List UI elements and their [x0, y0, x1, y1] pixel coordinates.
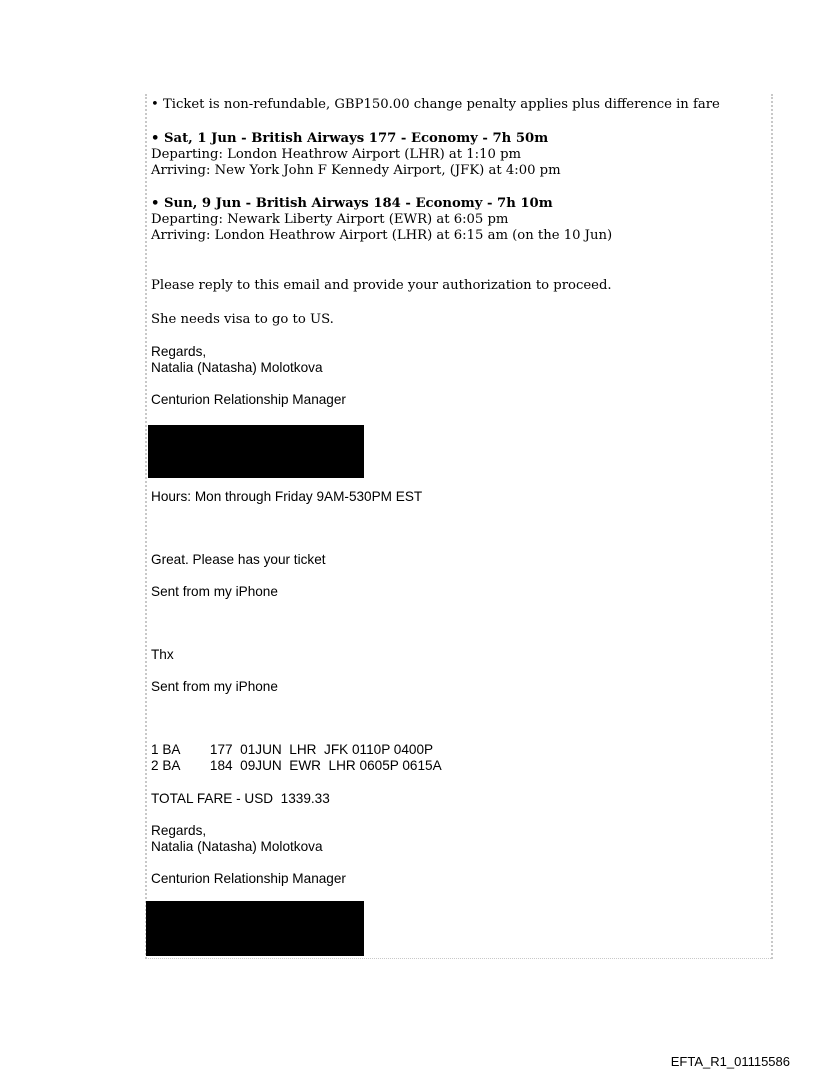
itinerary-line-2: 2 BA 184 09JUN EWR LHR 0605P 0615A: [151, 758, 442, 773]
signature-1-title: Centurion Relationship Manager: [151, 392, 346, 407]
flight-1-departing: Departing: London Heathrow Airport (LHR) at 1:10 pm: [151, 147, 522, 162]
flight-2-heading: • Sun, 9 Jun - British Airways 184 - Economy - 7h 10m: [151, 196, 553, 211]
flight-2-arriving: Arriving: London Heathrow Airport (LHR) at 6:15 am (on the 10 Jun): [151, 228, 613, 243]
signature-2-regards: Regards,: [151, 823, 207, 838]
sent-from-iphone-1: Sent from my iPhone: [151, 584, 278, 599]
office-hours: Hours: Mon through Friday 9AM-530PM EST: [151, 489, 423, 504]
signature-1-name: Natalia (Natasha) Molotkova: [151, 360, 323, 375]
document-id-footer: EFTA_R1_01115586: [670, 1054, 790, 1069]
redaction-block-2: [146, 901, 364, 956]
message-thx: Thx: [151, 647, 174, 662]
itinerary-line-1: 1 BA 177 01JUN LHR JFK 0110P 0400P: [151, 742, 434, 757]
total-fare: TOTAL FARE - USD 1339.33: [151, 791, 330, 806]
signature-1-regards: Regards,: [151, 344, 207, 359]
signature-2-name: Natalia (Natasha) Molotkova: [151, 839, 323, 854]
flight-1-heading: • Sat, 1 Jun - British Airways 177 - Economy - 7h 50m: [151, 131, 549, 146]
ticket-penalty-note: • Ticket is non-refundable, GBP150.00 change penalty applies plus difference in fare: [151, 97, 720, 112]
flight-2-departing: Departing: Newark Liberty Airport (EWR) at 6:05 pm: [151, 212, 509, 227]
message-great: Great. Please has your ticket: [151, 552, 326, 567]
authorization-request: Please reply to this email and provide your authorization to proceed.: [151, 278, 612, 293]
sent-from-iphone-2: Sent from my iPhone: [151, 679, 278, 694]
signature-2-title: Centurion Relationship Manager: [151, 871, 346, 886]
visa-note: She needs visa to go to US.: [151, 312, 334, 327]
redaction-block-1: [148, 425, 364, 478]
flight-1-arriving: Arriving: New York John F Kennedy Airport, (JFK) at 4:00 pm: [151, 163, 561, 178]
